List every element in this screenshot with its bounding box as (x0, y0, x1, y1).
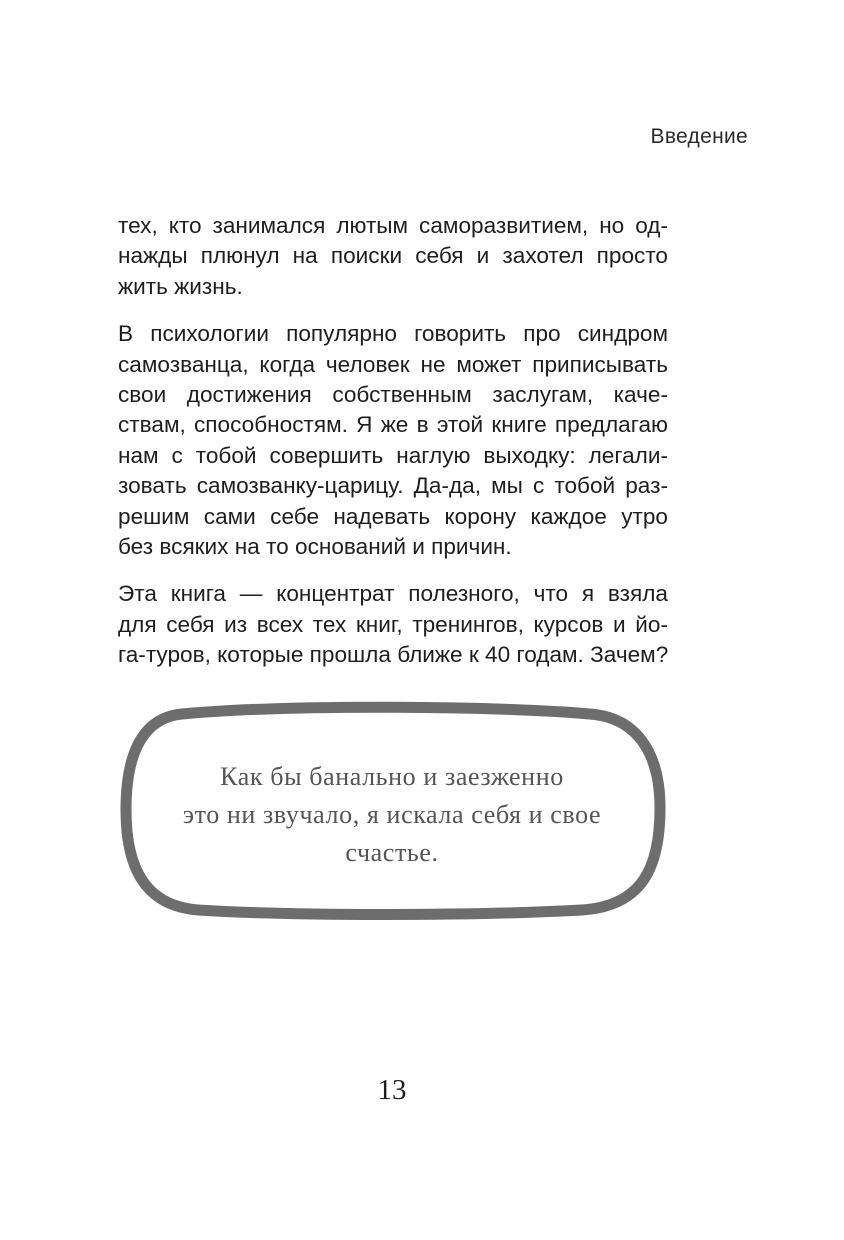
text-line: решим сами себе надевать корону каждое утро (118, 503, 668, 529)
text-line: ствам, способностям. Я же в этой книге предлагаю (118, 412, 668, 438)
text-line: свои достижения собственным заслугам, каче- (118, 382, 668, 408)
text-line: без всяких на то оснований и причин. (118, 534, 512, 560)
text-line: Эта книга — концентрат полезного, что я взяла (118, 581, 668, 607)
paragraph (118, 579, 668, 670)
running-head: Введение (650, 125, 748, 148)
callout-line: счастье. (345, 838, 439, 867)
callout-line: Как бы банально и заезженно (220, 762, 564, 791)
text-line: зовать самозванку-царицу. Да-да, мы с тобой раз- (118, 473, 668, 499)
text-line: самозванца, когда человек не может приписывать (118, 351, 668, 377)
text-line: га-туров, которые прошла ближе к 40 годам. Зачем? (118, 642, 669, 668)
paragraph (118, 211, 668, 302)
paragraph (118, 319, 668, 562)
text-line: В психологии популярно говорить про синдром (118, 321, 668, 347)
body-text (118, 211, 668, 688)
text-line: нам с тобой совершить наглую выходку: легали- (118, 442, 668, 468)
text-line: тех, кто занимался лютым саморазвитием, но од- (118, 213, 668, 238)
page-number: 13 (377, 1074, 407, 1106)
callout-text (0, 758, 784, 872)
text-line: жить жизнь. (118, 273, 243, 299)
text-line: для себя из всех тех книг, тренингов, курсов и йо- (118, 611, 668, 637)
callout-line: это ни звучало, я искала себя и свое (182, 800, 602, 829)
text-line: нажды плюнул на поиски себя и захотел просто (118, 243, 668, 269)
